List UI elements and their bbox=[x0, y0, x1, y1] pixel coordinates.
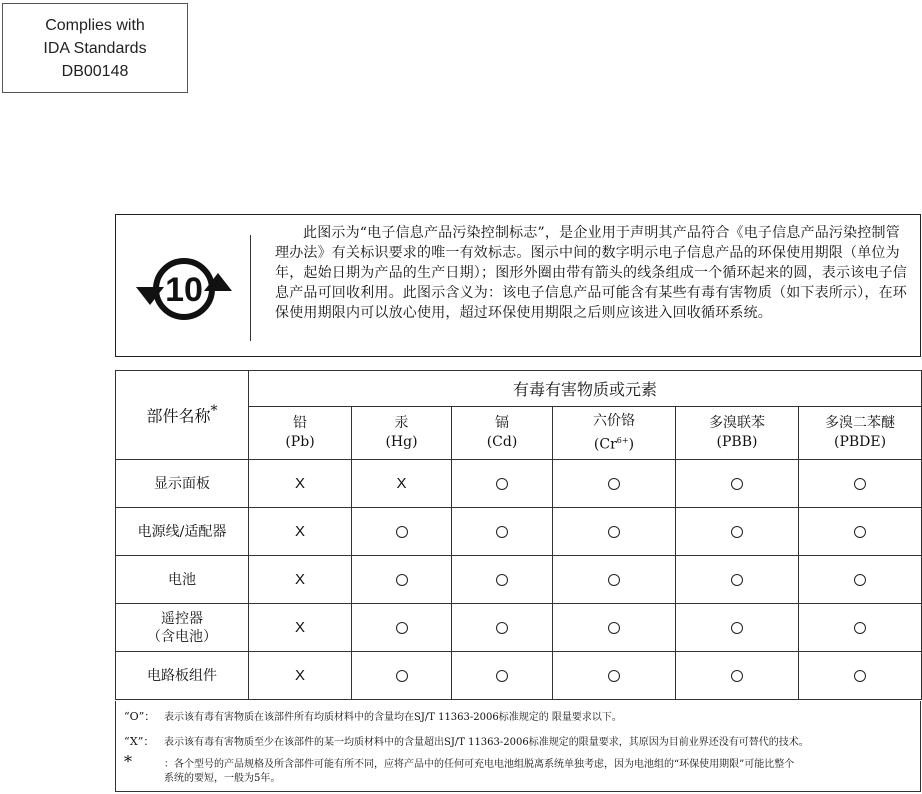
x-mark: X bbox=[294, 619, 305, 636]
substance-value-cell bbox=[553, 508, 676, 556]
circle-icon bbox=[731, 478, 743, 490]
substance-value-cell bbox=[249, 460, 352, 508]
substance-value-cell bbox=[352, 556, 452, 604]
table-row bbox=[116, 460, 922, 508]
substance-value-cell bbox=[799, 652, 922, 700]
notes-box bbox=[115, 701, 921, 792]
circle-icon bbox=[731, 526, 743, 538]
note-star-text-2: 系统的要短，一般为5年。 bbox=[164, 773, 281, 784]
table-body bbox=[116, 460, 922, 700]
hazardous-substance-table bbox=[115, 370, 922, 700]
substance-value-cell bbox=[553, 604, 676, 652]
substance-value-cell bbox=[676, 556, 799, 604]
part-name-header: 部件名称* bbox=[116, 371, 249, 460]
efup-logo-number: 10 bbox=[165, 271, 203, 309]
substance-value-cell bbox=[352, 604, 452, 652]
x-mark: X bbox=[396, 475, 407, 492]
part-name-cell: 遥控器 （含电池） bbox=[116, 604, 249, 652]
ida-line-3: DB00148 bbox=[61, 62, 129, 80]
efup-divider bbox=[250, 235, 251, 341]
substance-value-cell bbox=[799, 508, 922, 556]
note-star bbox=[124, 752, 795, 786]
substance-value-cell bbox=[352, 508, 452, 556]
ida-compliance-label bbox=[2, 3, 188, 93]
table-row bbox=[116, 556, 922, 604]
x-mark: X bbox=[294, 523, 305, 540]
substance-value-cell bbox=[452, 604, 553, 652]
substance-value-cell bbox=[249, 556, 352, 604]
substance-value-cell bbox=[799, 604, 922, 652]
substance-value-cell bbox=[352, 460, 452, 508]
column-header-pbb: 多溴联苯 (PBB) bbox=[676, 407, 799, 460]
note-star-text-1: ：各个型号的产品规格及所含部件可能有所不同，应将产品中的任何可充电电池组脱离系统单独考虑，因为电池组的“环保使用期限”可能比整个 bbox=[164, 759, 795, 770]
x-mark: X bbox=[294, 571, 305, 588]
substance-value-cell bbox=[676, 652, 799, 700]
substance-value-cell bbox=[676, 604, 799, 652]
part-name-cell: 电路板组件 bbox=[116, 652, 249, 700]
note-o-key: “O”： bbox=[124, 710, 156, 723]
circle-icon bbox=[496, 526, 508, 538]
substance-value-cell bbox=[249, 508, 352, 556]
ida-line-1: Complies with bbox=[45, 16, 145, 34]
circle-icon bbox=[854, 622, 866, 634]
efup-description: 此图示为“电子信息产品污染控制标志”，是企业用于声明其产品符合《电子信息产品污染控制管理办法》有关标识要求的唯一有效标志。图示中间的数字明示电子信息产品的环保使用期限（单位为年，起始日期为产品的生产日期）；图形外圈由带有箭头的线条组成一个循环起来的圆，表示该电子信息产品可回收利用。此图示含义为：该电子信息产品可能含有某些有毒有害物质（如下表所示），在环保使用期限内可以放心使用，超过环保使用期限之后则应该进入回收循环系统。 bbox=[275, 225, 907, 321]
column-header-hg: 汞 (Hg) bbox=[352, 407, 452, 460]
circle-icon bbox=[496, 574, 508, 586]
column-header-pbde: 多溴二苯醚 (PBDE) bbox=[799, 407, 922, 460]
substance-group-header: 有毒有害物质或元素 bbox=[249, 371, 922, 407]
circle-icon bbox=[496, 478, 508, 490]
ida-line-2: IDA Standards bbox=[43, 39, 147, 57]
substance-value-cell bbox=[352, 652, 452, 700]
x-mark: X bbox=[294, 475, 305, 492]
table-row bbox=[116, 652, 922, 700]
substance-value-cell bbox=[676, 508, 799, 556]
circle-icon bbox=[396, 622, 408, 634]
substance-value-cell bbox=[452, 508, 553, 556]
table-header-row bbox=[116, 371, 922, 407]
substance-value-cell bbox=[799, 556, 922, 604]
substance-value-cell bbox=[249, 652, 352, 700]
substance-value-cell bbox=[452, 652, 553, 700]
efup-recycle-10-icon bbox=[136, 251, 232, 327]
circle-icon bbox=[396, 526, 408, 538]
circle-icon bbox=[608, 622, 620, 634]
circle-icon bbox=[396, 574, 408, 586]
circle-icon bbox=[854, 526, 866, 538]
column-header-cd: 镉 (Cd) bbox=[452, 407, 553, 460]
circle-icon bbox=[608, 670, 620, 682]
circle-icon bbox=[608, 526, 620, 538]
substance-value-cell bbox=[553, 460, 676, 508]
table-row bbox=[116, 508, 922, 556]
efup-notice-box bbox=[115, 214, 921, 357]
column-header-pb: 铅 (Pb) bbox=[249, 407, 352, 460]
note-x-key: “X”： bbox=[124, 735, 155, 748]
table-row bbox=[116, 604, 922, 652]
part-name-cell: 显示面板 bbox=[116, 460, 249, 508]
circle-icon bbox=[854, 574, 866, 586]
substance-value-cell bbox=[249, 604, 352, 652]
substance-value-cell bbox=[553, 652, 676, 700]
circle-icon bbox=[608, 478, 620, 490]
circle-icon bbox=[608, 574, 620, 586]
substance-value-cell bbox=[676, 460, 799, 508]
note-o-text: 表示该有毒有害物质在该部件所有均质材料中的含量均在SJ/T 11363-2006标准规定的 限量要求以下。 bbox=[164, 712, 622, 723]
column-header-cr6: 六价铬 $(Cr^{6+})$ bbox=[553, 407, 676, 460]
part-name-cell: 电池 bbox=[116, 556, 249, 604]
note-x bbox=[124, 735, 809, 750]
circle-icon bbox=[854, 478, 866, 490]
part-header-asterisk: * bbox=[210, 403, 218, 420]
circle-icon bbox=[854, 670, 866, 682]
substance-value-cell bbox=[452, 556, 553, 604]
circle-icon bbox=[731, 670, 743, 682]
part-name-cell: 电源线/适配器 bbox=[116, 508, 249, 556]
note-x-text: 表示该有毒有害物质至少在该部件的某一均质材料中的含量超出SJ/T 11363-2006标准规定的限量要求，其原因为目前业界还没有可替代的技术。 bbox=[164, 737, 809, 748]
note-o bbox=[124, 710, 622, 725]
substance-value-cell bbox=[553, 556, 676, 604]
circle-icon bbox=[396, 670, 408, 682]
circle-icon bbox=[731, 622, 743, 634]
note-star-key: * bbox=[124, 752, 132, 771]
substance-value-cell bbox=[452, 460, 553, 508]
x-mark: X bbox=[294, 667, 305, 684]
circle-icon bbox=[496, 670, 508, 682]
substance-value-cell bbox=[799, 460, 922, 508]
circle-icon bbox=[496, 622, 508, 634]
circle-icon bbox=[731, 574, 743, 586]
